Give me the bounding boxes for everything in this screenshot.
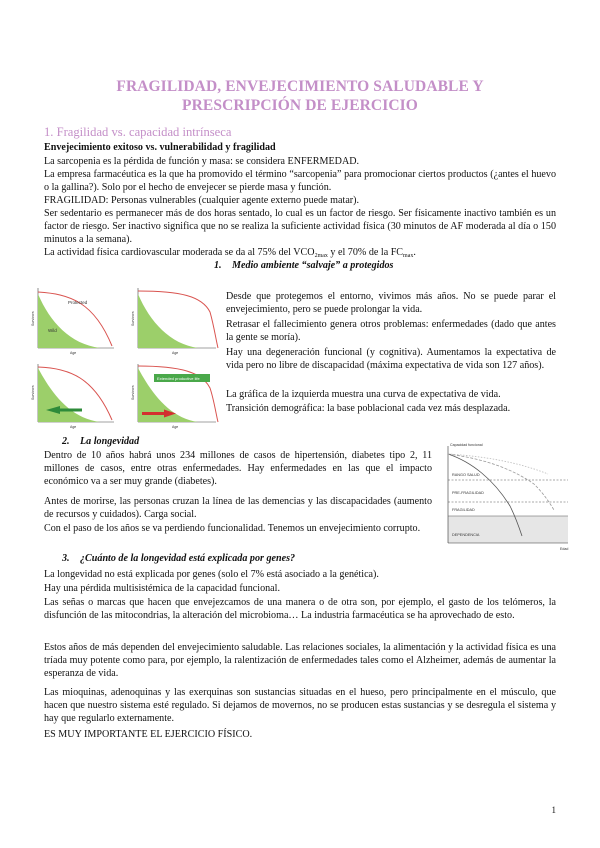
y-axis-label-2: Survivors: [131, 311, 135, 326]
survival-panel-3: [31, 364, 114, 429]
sub3-paragraph-3: Las señas o marcas que hacen que envejezcamos de una manera o de otra son, por ejemplo, el gasto de los telómeros, la disfunción de las mitocondrias, la alteración del microbioma… La industria farmacéutica se ha aprovechado de esto.: [44, 597, 556, 621]
sub3-paragraph-2: Hay una pérdida multisistémica de la capacidad funcional.: [44, 583, 280, 594]
x-axis-label-2: Age: [172, 351, 179, 355]
section1-heading: 1. Fragilidad vs. capacidad intrínseca: [44, 125, 232, 139]
sub2-paragraph-2: Antes de morirse, las personas cruzan la línea de las demencias y las discapacidades (aumento de recursos y cuidados). Carga social.: [44, 496, 432, 520]
sub3-paragraph-1: La longevidad no está explicada por genes (solo el 7% está asociado a la genética).: [44, 569, 379, 580]
page-number: 1: [551, 805, 556, 815]
sub1-paragraph-2: Retrasar el fallecimiento genera otros problemas: enfermedades (dado que antes la gente se moría).: [226, 319, 556, 343]
x-axis-label-3: Age: [70, 425, 77, 429]
band-prefrailty-label: PRE-FRAGILIDAD: [452, 491, 484, 495]
functional-capacity-figure: [438, 440, 572, 554]
sub3-paragraph-4: Estos años de más dependen del envejecimiento saludable. Las relaciones sociales, la alimentación y la actividad física es una tríada muy potente como para, por ejemplo, la ralentización de enfermedades tales como el Alzheimer, además de aumentar la esperanza de vida.: [44, 642, 556, 679]
extended-life-label: Extended productive life: [157, 375, 200, 381]
sub3-paragraph-6: ES MUY IMPORTANTE EL EJERCICIO FÍSICO.: [44, 729, 253, 740]
wild-label: Wild: [48, 328, 57, 333]
section1-paragraph-4: Ser sedentario es permanecer más de dos horas sentado, lo cual es un factor de riesgo. Ser físicamente inactivo también es un factor de riesgo. Ser inactivo significa que no se realiza la suficiente actividad física (30 minutos de AF moderada al día o 150 minutos a la semana).: [44, 208, 556, 245]
band-frailty-label: FRAGILIDAD: [452, 508, 475, 512]
sub1-paragraph-4: La gráfica de la izquierda muestra una curva de expectativa de vida.: [226, 389, 501, 400]
section1-paragraph-5: La actividad física cardiovascular moderada se da al 75% del $VCO_{2max}$ y el 70% de la $FC_{max}$.: [44, 247, 416, 259]
sub3-paragraph-5: Las mioquinas, adenoquinas y las exerquinas son sustancias situadas en el hueso, pero principalmente en el músculo, que hacen que nuestro sistema esté regulado. Si dejamos de movernos, no se producen estas sustancias y se desregula el sistema y hay que regularlo externamente.: [44, 687, 556, 724]
section1-paragraph-2: La empresa farmacéutica es la que ha promovido el término “sarcopenia” para promocionar ciertos productos (¿antes el huevo o la gallina?). Solo por el hecho de envejecer se pierde masa y función.: [44, 169, 556, 193]
capacity-axis-label: Capacidad funcional: [450, 443, 483, 447]
sub1-heading: 1. Medio ambiente “salvaje” a protegidos: [214, 260, 394, 271]
band-health-label: RANGO SALUD: [452, 473, 480, 477]
y-axis-label-1: Survivors: [31, 311, 35, 326]
section1-paragraph-3: FRAGILIDAD: Personas vulnerables (cualquier agente externo puede matar).: [44, 195, 360, 206]
sub1-paragraph-1: Desde que protegemos el entorno, vivimos más años. No se puede parar el envejecimiento, pero se puede prolongar la vida.: [226, 291, 556, 315]
sub2-paragraph-1: Dentro de 10 años habrá unos 234 millones de casos de hipertensión, diabetes tipo 2, 11 millones de casos, entre otras enfermedades. Hay enfermedades en las que el impacto económico va a ser muy grande (diabetes).: [44, 450, 432, 487]
x-axis-label-4: Age: [172, 425, 179, 429]
section1-subheading: Envejecimiento exitoso vs. vulnerabilidad y fragilidad: [44, 142, 276, 153]
page-title-line1: FRAGILIDAD, ENVEJECIMIENTO SALUDABLE Y: [116, 78, 484, 95]
survival-curves-figure: [30, 282, 226, 430]
dependence-zone: [448, 516, 568, 543]
page-title-line2: PRESCRIPCIÓN DE EJERCICIO: [182, 97, 418, 114]
survival-panel-2: [131, 288, 218, 355]
age-axis-label: Edad: [560, 547, 569, 551]
sub1-paragraph-5: Transición demográfica: la base poblacional cada vez más desplazada.: [226, 403, 511, 414]
y-axis-label-3: Survivors: [31, 385, 35, 400]
survival-panel-4: [131, 364, 218, 429]
x-axis-label-1: Age: [70, 351, 77, 355]
survival-panel-1: [31, 288, 114, 355]
y-axis-label-4: Survivors: [131, 385, 135, 400]
sub2-heading: 2. La longevidad: [62, 436, 140, 447]
protected-label: Protected: [68, 300, 88, 305]
section1-paragraph-1: La sarcopenia es la pérdida de función y masa: se considera ENFERMEDAD.: [44, 156, 360, 167]
sub3-heading: 3. ¿Cuánto de la longevidad está explicada por genes?: [62, 553, 296, 564]
sub2-paragraph-3: Con el paso de los años se va perdiendo funcionalidad. Tenemos un envejecimiento corrupto.: [44, 523, 421, 534]
sub1-paragraph-3: Hay una degeneración funcional (y cognitiva). Aumentamos la expectativa de vida pero no libre de discapacidad (máxima expectativa de vida son 127 años).: [226, 347, 556, 371]
band-dependence-label: DEPENDENCIA: [452, 533, 480, 537]
